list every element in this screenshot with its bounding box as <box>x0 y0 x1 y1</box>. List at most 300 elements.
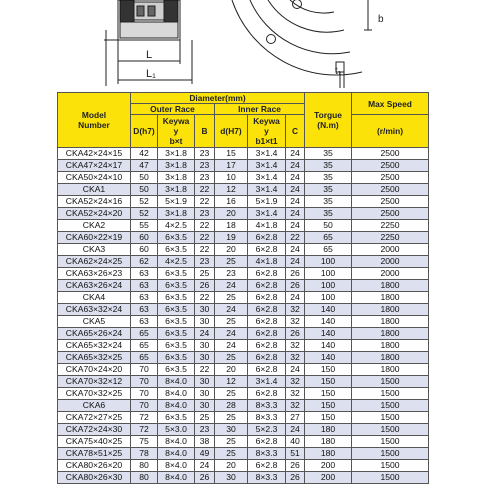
table-cell: 25 <box>195 268 215 280</box>
table-cell: 32 <box>286 316 305 328</box>
table-cell: 140 <box>305 328 352 340</box>
table-cell: 1800 <box>352 352 429 364</box>
table-cell: 24 <box>286 244 305 256</box>
table-cell: 23 <box>195 424 215 436</box>
model-cell: CKA75×40×25 <box>58 436 131 448</box>
table-row <box>58 412 429 424</box>
table-cell: 32 <box>286 400 305 412</box>
table-cell: 26 <box>286 280 305 292</box>
table-cell: 20 <box>215 364 248 376</box>
table-cell: 78 <box>131 448 158 460</box>
table-cell: 2500 <box>352 184 429 196</box>
table-cell: 4×2.5 <box>158 256 195 268</box>
model-cell: CKA70×32×25 <box>58 388 131 400</box>
table-row <box>58 340 429 352</box>
table-cell: 23 <box>195 172 215 184</box>
table-cell: 70 <box>131 376 158 388</box>
model-cell: CKA52×24×16 <box>58 196 131 208</box>
table-cell: 3×1.4 <box>248 184 286 196</box>
table-row <box>58 148 429 160</box>
table-cell: 1500 <box>352 376 429 388</box>
table-cell: 4×1.8 <box>248 220 286 232</box>
table-cell: 26 <box>286 268 305 280</box>
table-cell: 6×2.8 <box>248 280 286 292</box>
table-cell: 1800 <box>352 364 429 376</box>
table-cell: 3×1.4 <box>248 208 286 220</box>
table-cell: 20 <box>215 208 248 220</box>
table-cell: 100 <box>305 292 352 304</box>
table-cell: 32 <box>286 340 305 352</box>
table-cell: 22 <box>195 196 215 208</box>
table-row <box>58 160 429 172</box>
table-cell: 1800 <box>352 340 429 352</box>
table-cell: 140 <box>305 340 352 352</box>
table-cell: 5×3.0 <box>158 424 195 436</box>
table-cell: 22 <box>195 364 215 376</box>
model-cell: CKA6 <box>58 400 131 412</box>
table-cell: 50 <box>131 172 158 184</box>
header-outer-race: Outer Race <box>131 104 215 115</box>
table-cell: 24 <box>286 292 305 304</box>
model-cell: CKA42×24×15 <box>58 148 131 160</box>
model-cell: CKA63×26×23 <box>58 268 131 280</box>
table-cell: 63 <box>131 304 158 316</box>
table-cell: 32 <box>286 304 305 316</box>
table-cell: 5×2.3 <box>248 424 286 436</box>
table-cell: 24 <box>286 364 305 376</box>
table-row <box>58 280 429 292</box>
table-cell: 26 <box>286 472 305 484</box>
table-cell: 23 <box>215 268 248 280</box>
table-cell: 23 <box>195 256 215 268</box>
table-cell: 3×1.8 <box>158 208 195 220</box>
table-cell: 23 <box>195 148 215 160</box>
table-cell: 25 <box>215 316 248 328</box>
table-cell: 140 <box>305 304 352 316</box>
table-cell: 25 <box>215 412 248 424</box>
table-cell: 24 <box>215 280 248 292</box>
table-cell: 1500 <box>352 388 429 400</box>
table-cell: 22 <box>195 220 215 232</box>
table-cell: 2500 <box>352 148 429 160</box>
table-row <box>58 328 429 340</box>
table-cell: 3×1.8 <box>158 148 195 160</box>
table-cell: 3×1.8 <box>158 160 195 172</box>
table-cell: 24 <box>286 172 305 184</box>
table-row <box>58 172 429 184</box>
table-cell: 24 <box>286 184 305 196</box>
table-cell: 2000 <box>352 244 429 256</box>
table-cell: 180 <box>305 436 352 448</box>
table-cell: 26 <box>195 472 215 484</box>
table-cell: 2000 <box>352 256 429 268</box>
table-cell: 12 <box>215 184 248 196</box>
table-row <box>58 304 429 316</box>
table-cell: 8×4.0 <box>158 472 195 484</box>
table-cell: 1800 <box>352 304 429 316</box>
table-cell: 1800 <box>352 280 429 292</box>
header-d-h7-inner: d(H7) <box>215 115 248 148</box>
table-cell: 3×1.4 <box>248 148 286 160</box>
model-cell: CKA50×24×10 <box>58 172 131 184</box>
table-cell: 6×2.8 <box>248 316 286 328</box>
table-row <box>58 472 429 484</box>
table-cell: 24 <box>286 196 305 208</box>
table-cell: 150 <box>305 364 352 376</box>
table-cell: 25 <box>215 388 248 400</box>
model-cell: CKA72×24×30 <box>58 424 131 436</box>
spec-table <box>57 92 429 484</box>
table-row <box>58 364 429 376</box>
table-cell: 8×4.0 <box>158 400 195 412</box>
table-cell: 32 <box>286 388 305 400</box>
table-cell: 8×4.0 <box>158 376 195 388</box>
table-cell: 27 <box>286 412 305 424</box>
table-cell: 24 <box>215 304 248 316</box>
table-cell: 2500 <box>352 160 429 172</box>
label-L: L <box>146 49 153 61</box>
table-cell: 22 <box>195 184 215 196</box>
label-L1: L₁ <box>146 68 156 80</box>
model-cell: CKA63×26×24 <box>58 280 131 292</box>
table-cell: 1500 <box>352 424 429 436</box>
table-cell: 32 <box>286 352 305 364</box>
table-cell: 35 <box>305 172 352 184</box>
table-cell: 25 <box>215 256 248 268</box>
table-cell: 25 <box>215 448 248 460</box>
label-t1: t₁ <box>335 66 342 77</box>
table-cell: 1500 <box>352 412 429 424</box>
table-cell: 12 <box>215 376 248 388</box>
table-cell: 8×4.0 <box>158 388 195 400</box>
table-cell: 30 <box>215 472 248 484</box>
table-cell: 6×3.5 <box>158 268 195 280</box>
table-cell: 2500 <box>352 196 429 208</box>
table-cell: 24 <box>286 208 305 220</box>
table-cell: 140 <box>305 316 352 328</box>
table-cell: 63 <box>131 292 158 304</box>
table-cell: 180 <box>305 424 352 436</box>
table-row <box>58 448 429 460</box>
table-cell: 25 <box>195 412 215 424</box>
table-cell: 6×2.8 <box>248 388 286 400</box>
table-cell: 6×2.8 <box>248 328 286 340</box>
table-row <box>58 232 429 244</box>
table-cell: 6×2.8 <box>248 352 286 364</box>
table-cell: 50 <box>131 184 158 196</box>
table-cell: 2500 <box>352 208 429 220</box>
table-cell: 23 <box>195 160 215 172</box>
table-cell: 65 <box>131 352 158 364</box>
table-cell: 24 <box>195 328 215 340</box>
table-cell: 200 <box>305 460 352 472</box>
table-cell: 2250 <box>352 220 429 232</box>
table-cell: 6×2.8 <box>248 244 286 256</box>
table-cell: 35 <box>305 208 352 220</box>
table-cell: 3×1.8 <box>158 184 195 196</box>
model-cell: CKA80×26×30 <box>58 472 131 484</box>
table-cell: 22 <box>195 244 215 256</box>
table-row <box>58 424 429 436</box>
table-cell: 30 <box>195 352 215 364</box>
table-cell: 6×3.5 <box>158 292 195 304</box>
table-cell: 6×3.5 <box>158 232 195 244</box>
table-cell: 8×3.3 <box>248 400 286 412</box>
table-cell: 18 <box>215 220 248 232</box>
table-cell: 60 <box>131 244 158 256</box>
header-model: Model Number <box>58 93 131 148</box>
label-b: b <box>378 14 384 25</box>
table-cell: 1800 <box>352 328 429 340</box>
table-cell: 75 <box>131 436 158 448</box>
table-row <box>58 460 429 472</box>
model-cell: CKA78×51×25 <box>58 448 131 460</box>
table-cell: 1800 <box>352 292 429 304</box>
table-cell: 1800 <box>352 316 429 328</box>
technical-drawing <box>0 0 488 92</box>
table-row <box>58 388 429 400</box>
table-cell: 63 <box>131 316 158 328</box>
model-cell: CKA5 <box>58 316 131 328</box>
model-cell: CKA70×24×20 <box>58 364 131 376</box>
table-cell: 30 <box>195 340 215 352</box>
table-cell: 15 <box>215 148 248 160</box>
table-cell: 72 <box>131 412 158 424</box>
table-cell: 2500 <box>352 172 429 184</box>
table-cell: 24 <box>286 148 305 160</box>
table-cell: 6×2.8 <box>248 232 286 244</box>
table-cell: 23 <box>195 208 215 220</box>
table-row <box>58 316 429 328</box>
table-row <box>58 376 429 388</box>
table-cell: 100 <box>305 268 352 280</box>
table-cell: 16 <box>215 196 248 208</box>
table-cell: 100 <box>305 256 352 268</box>
table-cell: 72 <box>131 424 158 436</box>
table-cell: 6×3.5 <box>158 412 195 424</box>
table-cell: 35 <box>305 196 352 208</box>
table-cell: 6×2.8 <box>248 364 286 376</box>
table-cell: 24 <box>286 160 305 172</box>
model-cell: CKA70×32×12 <box>58 376 131 388</box>
table-cell: 70 <box>131 364 158 376</box>
model-cell: CKA4 <box>58 292 131 304</box>
table-cell: 6×2.8 <box>248 304 286 316</box>
table-cell: 30 <box>195 316 215 328</box>
header-diameter: Diameter(mm) <box>131 93 305 104</box>
table-cell: 24 <box>215 328 248 340</box>
table-cell: 40 <box>286 436 305 448</box>
table-cell: 52 <box>131 208 158 220</box>
table-cell: 6×3.5 <box>158 364 195 376</box>
table-row <box>58 268 429 280</box>
table-cell: 25 <box>215 436 248 448</box>
table-cell: 65 <box>305 244 352 256</box>
table-row <box>58 256 429 268</box>
table-row <box>58 244 429 256</box>
table-row <box>58 196 429 208</box>
header-d-h7-outer: D(h7) <box>131 115 158 148</box>
table-cell: 80 <box>131 472 158 484</box>
model-cell: CKA72×27×25 <box>58 412 131 424</box>
table-cell: 3×1.8 <box>158 172 195 184</box>
model-cell: CKA3 <box>58 244 131 256</box>
header-keyway-outer: Keywa y b×t <box>158 115 195 148</box>
table-cell: 49 <box>195 448 215 460</box>
table-cell: 35 <box>305 148 352 160</box>
table-row <box>58 184 429 196</box>
table-cell: 8×3.3 <box>248 448 286 460</box>
table-cell: 24 <box>286 256 305 268</box>
table-cell: 55 <box>131 220 158 232</box>
table-cell: 25 <box>215 292 248 304</box>
table-cell: 22 <box>195 232 215 244</box>
front-view <box>232 0 372 88</box>
table-cell: 1500 <box>352 448 429 460</box>
table-cell: 6×3.5 <box>158 340 195 352</box>
table-cell: 65 <box>131 328 158 340</box>
table-cell: 51 <box>286 448 305 460</box>
table-cell: 50 <box>305 220 352 232</box>
model-cell: CKA65×32×24 <box>58 340 131 352</box>
table-cell: 19 <box>215 232 248 244</box>
table-cell: 6×3.5 <box>158 352 195 364</box>
table-cell: 5×1.9 <box>158 196 195 208</box>
table-cell: 38 <box>195 436 215 448</box>
table-cell: 60 <box>131 232 158 244</box>
table-cell: 6×3.5 <box>158 328 195 340</box>
table-cell: 8×3.3 <box>248 412 286 424</box>
header-b: B <box>195 115 215 148</box>
table-row <box>58 292 429 304</box>
table-cell: 4×1.8 <box>248 256 286 268</box>
table-cell: 200 <box>305 472 352 484</box>
header-torque: Torgue (N.m) <box>305 93 352 148</box>
model-cell: CKA62×24×25 <box>58 256 131 268</box>
table-cell: 62 <box>131 256 158 268</box>
table-cell: 150 <box>305 400 352 412</box>
table-cell: 47 <box>131 160 158 172</box>
table-cell: 140 <box>305 352 352 364</box>
table-cell: 26 <box>286 328 305 340</box>
table-cell: 26 <box>286 460 305 472</box>
table-row <box>58 220 429 232</box>
header-max-speed: Max Speed <box>352 93 429 115</box>
table-cell: 150 <box>305 376 352 388</box>
model-cell: CKA2 <box>58 220 131 232</box>
model-cell: CKA47×24×17 <box>58 160 131 172</box>
table-cell: 63 <box>131 268 158 280</box>
table-row <box>58 436 429 448</box>
table-cell: 24 <box>286 424 305 436</box>
table-cell: 6×3.5 <box>158 244 195 256</box>
table-cell: 2000 <box>352 268 429 280</box>
table-cell: 65 <box>305 232 352 244</box>
model-cell: CKA65×26×24 <box>58 328 131 340</box>
table-cell: 8×4.0 <box>158 448 195 460</box>
table-cell: 3×1.4 <box>248 172 286 184</box>
table-cell: 30 <box>195 376 215 388</box>
table-cell: 70 <box>131 388 158 400</box>
table-cell: 6×3.5 <box>158 280 195 292</box>
table-cell: 32 <box>286 376 305 388</box>
table-cell: 65 <box>131 340 158 352</box>
table-cell: 28 <box>215 400 248 412</box>
table-cell: 35 <box>305 184 352 196</box>
table-cell: 42 <box>131 148 158 160</box>
table-cell: 70 <box>131 400 158 412</box>
table-cell: 24 <box>195 460 215 472</box>
table-cell: 1500 <box>352 460 429 472</box>
model-cell: CKA52×24×20 <box>58 208 131 220</box>
table-cell: 6×2.8 <box>248 292 286 304</box>
table-cell: 8×4.0 <box>158 460 195 472</box>
table-cell: 6×3.5 <box>158 316 195 328</box>
table-cell: 10 <box>215 172 248 184</box>
table-cell: 30 <box>195 388 215 400</box>
table-cell: 150 <box>305 388 352 400</box>
table-cell: 1500 <box>352 436 429 448</box>
table-cell: 24 <box>286 220 305 232</box>
table-cell: 26 <box>195 280 215 292</box>
table-cell: 1500 <box>352 472 429 484</box>
table-cell: 30 <box>195 304 215 316</box>
table-cell: 8×4.0 <box>158 436 195 448</box>
model-cell: CKA65×32×25 <box>58 352 131 364</box>
table-cell: 24 <box>215 340 248 352</box>
model-cell: CKA63×32×24 <box>58 304 131 316</box>
table-cell: 80 <box>131 460 158 472</box>
model-cell: CKA80×26×20 <box>58 460 131 472</box>
table-cell: 180 <box>305 448 352 460</box>
table-row <box>58 208 429 220</box>
model-cell: CKA1 <box>58 184 131 196</box>
table-body <box>58 148 429 484</box>
table-cell: 22 <box>195 292 215 304</box>
table-cell: 25 <box>215 352 248 364</box>
header-max-speed-unit: (r/min) <box>352 115 429 148</box>
table-cell: 4×2.5 <box>158 220 195 232</box>
table-row <box>58 352 429 364</box>
model-cell: CKA60×22×19 <box>58 232 131 244</box>
table-cell: 22 <box>286 232 305 244</box>
table-cell: 8×3.3 <box>248 472 286 484</box>
table-cell: 1500 <box>352 400 429 412</box>
table-cell: 35 <box>305 160 352 172</box>
table-cell: 3×1.4 <box>248 160 286 172</box>
header-keyway-inner: Keywa y b1×t1 <box>248 115 286 148</box>
table-cell: 20 <box>215 244 248 256</box>
table-cell: 63 <box>131 280 158 292</box>
table-cell: 52 <box>131 196 158 208</box>
table-cell: 30 <box>195 400 215 412</box>
table-cell: 20 <box>215 460 248 472</box>
header-inner-race: Inner Race <box>215 104 305 115</box>
table-cell: 30 <box>215 424 248 436</box>
table-cell: 100 <box>305 280 352 292</box>
table-cell: 6×2.8 <box>248 436 286 448</box>
table-cell: 6×2.8 <box>248 340 286 352</box>
table-cell: 17 <box>215 160 248 172</box>
table-cell: 6×2.8 <box>248 268 286 280</box>
table-cell: 2250 <box>352 232 429 244</box>
table-cell: 6×2.8 <box>248 460 286 472</box>
table-cell: 3×1.4 <box>248 376 286 388</box>
table-cell: 5×1.9 <box>248 196 286 208</box>
table-cell: 150 <box>305 412 352 424</box>
header-c: C <box>286 115 305 148</box>
table-row <box>58 400 429 412</box>
